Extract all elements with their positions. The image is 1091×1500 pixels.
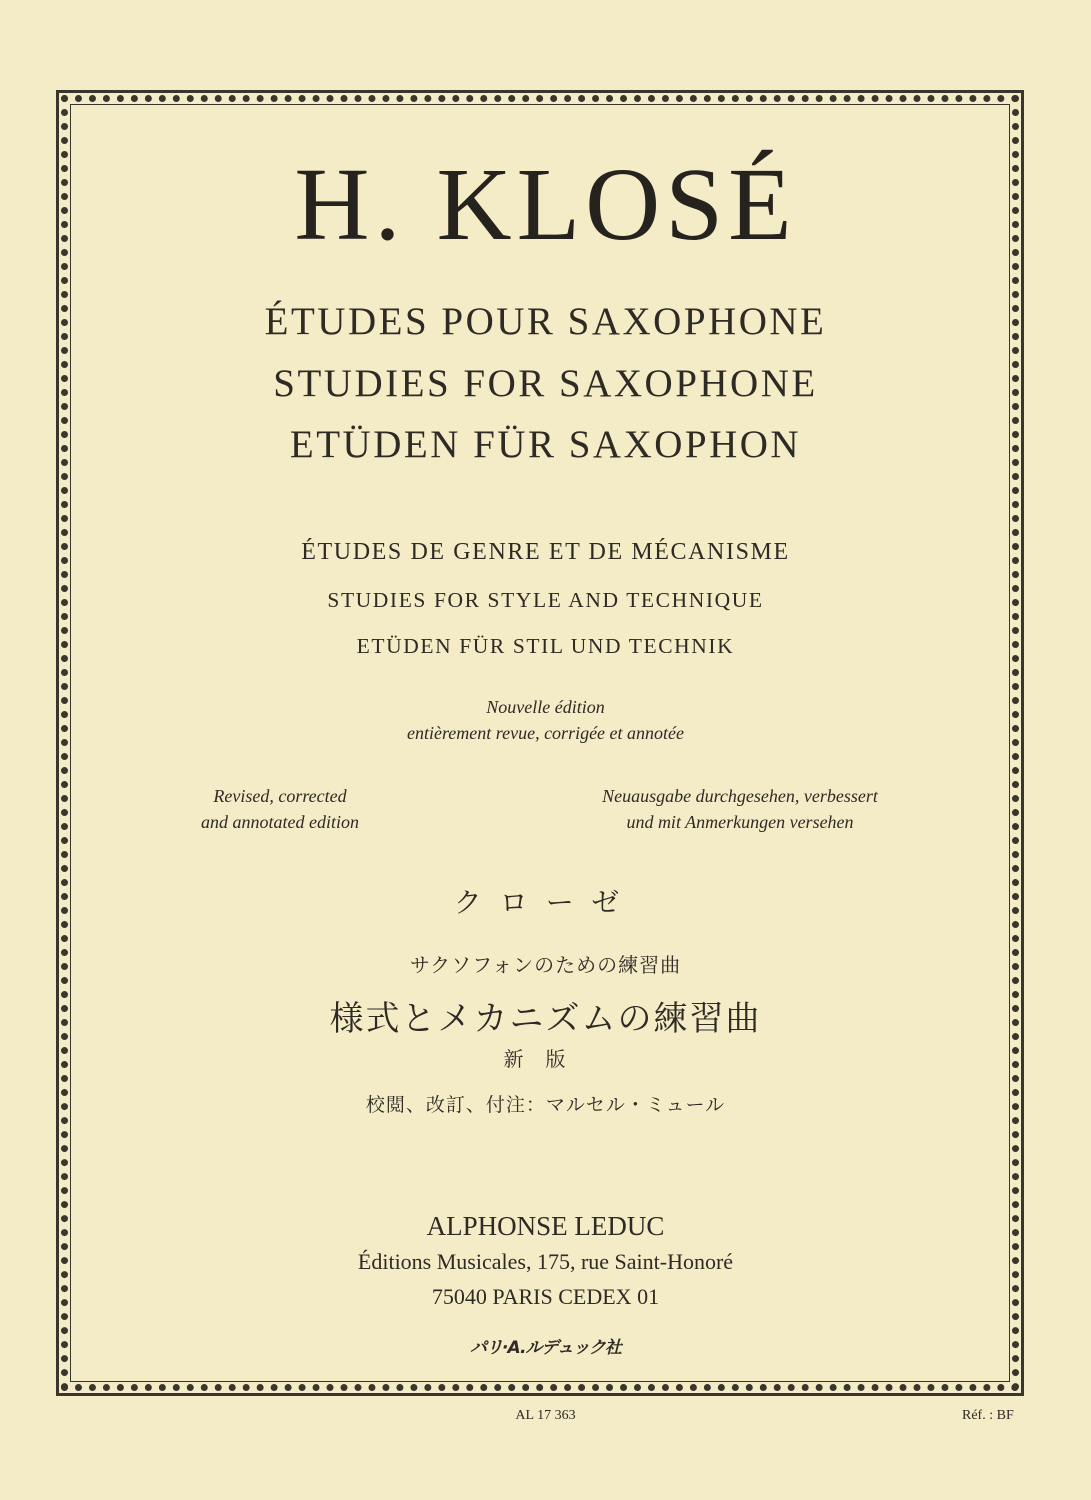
title-english: STUDIES FOR SAXOPHONE [273,362,818,405]
edition-note-german-line2: und mit Anmerkungen versehen [626,812,854,832]
publisher-address: Éditions Musicales, 175, rue Saint-Honoré [357,1249,734,1274]
composer-name: H. KLOSÉ [294,147,797,262]
title-german: ETÜDEN FÜR SAXOPHON [289,423,802,466]
publisher-japanese: パリ·A.ルデュック社 [470,1338,621,1358]
publisher-name: ALPHONSE LEDUC [426,1211,665,1241]
edition-note-french-line1: Nouvelle édition [486,697,605,717]
japanese-edition: 新版 [503,1047,588,1071]
reference-code: Réf. : BF [962,1408,1014,1423]
edition-note-english [140,783,420,835]
publisher-city: 75040 PARIS CEDEX 01 [431,1284,660,1309]
title-french: ÉTUDES POUR SAXOPHONE [264,300,827,343]
edition-note-french-line2: entièrement revue, corrigée et annotée [406,723,685,743]
edition-note-english-line2: and annotated edition [201,812,359,832]
japanese-revision: 校閲、改訂、付注：マルセル・ミュール [365,1094,726,1116]
japanese-subtitle: サクソフォンのための練習曲 [409,953,682,977]
japanese-composer: クローゼ [453,886,638,919]
subtitle-english: STUDIES FOR STYLE AND TECHNIQUE [327,588,764,612]
catalog-number: AL 17 363 [515,1408,576,1423]
edition-note-german [590,783,890,835]
subtitle-french: ÉTUDES DE GENRE ET DE MÉCANISME [301,539,790,565]
japanese-title: 様式とメカニズムの練習曲 [329,999,762,1039]
edition-note-english-line1: Revised, corrected [213,786,347,806]
subtitle-german: ETÜDEN FÜR STIL UND TECHNIK [356,634,735,658]
edition-note-german-line1: Neuausgabe durchgesehen, verbessert [602,786,878,806]
